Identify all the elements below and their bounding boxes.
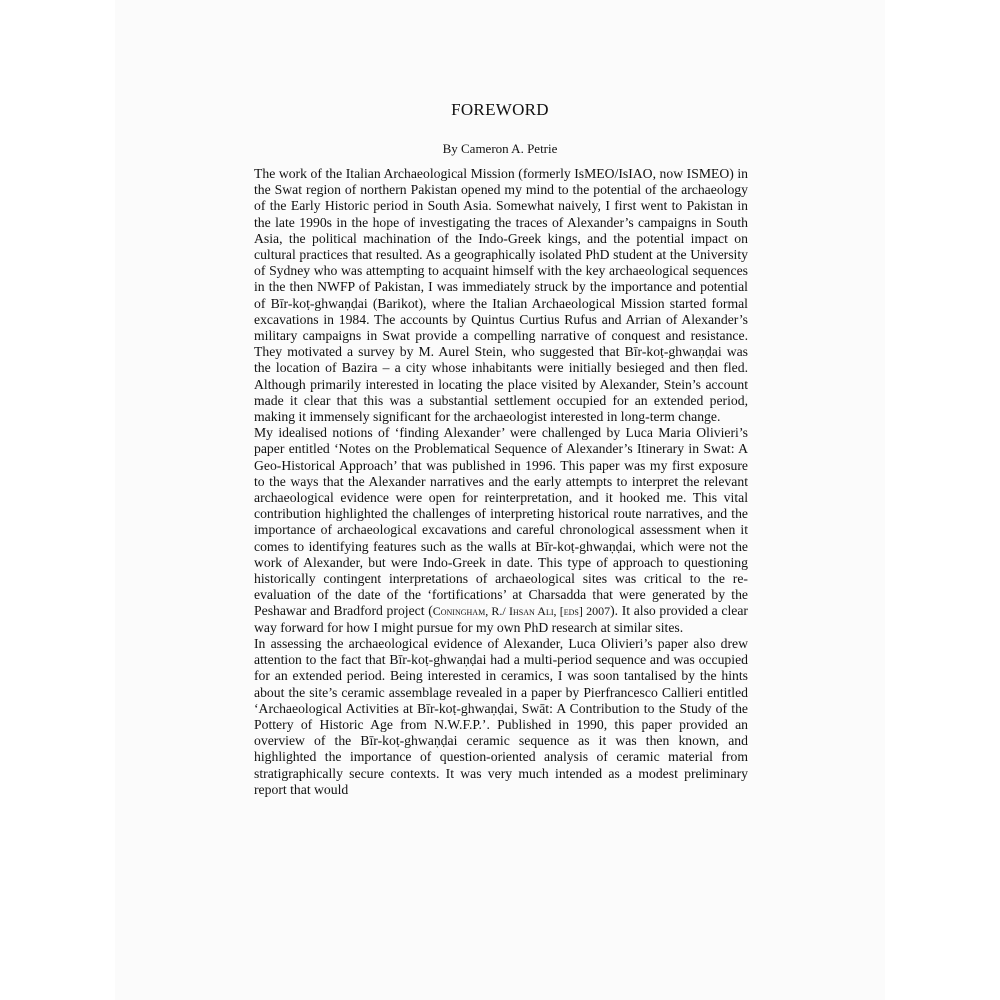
body-text — [254, 166, 748, 798]
page-title: FOREWORD — [451, 100, 549, 119]
author-byline: By Cameron A. Petrie — [442, 141, 558, 156]
document-page — [115, 0, 885, 1000]
paragraph-3: In assessing the archaeological evidence of Alexander, Luca Olivieri’s paper also drew attention to the fact that Bīr-koṭ-ghwaṇḍai had a multi-period sequence and was occupied for an extended period. Being interested in ceramics, I was soon tantalised by the hints about the site’s ceramic assemblage revealed in a paper by Pierfrancesco Callieri entitled ‘Archaeological Activities at Bīr-koṭ-ghwaṇḍai, Swāt: A Contribution to the Study of the Pottery of Historic Age from N.W.F.P.’. Published in 1990, this paper provided an overview of the Bīr-koṭ-ghwaṇḍai ceramic sequence as it was then known, and highlighted the importance of question-oriented analysis of ceramic material from stratigraphically secure contexts. It was very much intended as a modest preliminary report that would — [254, 635, 748, 797]
citation: Coningham, R./ Ihsan Ali, [eds] 2007 — [432, 604, 611, 619]
paragraph-2 — [254, 425, 748, 636]
paragraph-1: The work of the Italian Archaeological Mission (formerly IsMEO/IsIAO, now ISMEO) in the Swat region of northern Pakistan opened my mind to the potential of the archaeology of the Early Historic period in South Asia. Somewhat naively, I first went to Pakistan in the late 1990s in the hope of investigating the traces of Alexander’s campaigns in South Asia, the political machination of the Indo-Greek kings, and the potential impact on cultural practices that resulted. As a geographically isolated PhD student at the University of Sydney who was attempting to acquaint himself with the key archaeological sequences in the then NWFP of Pakistan, I was immediately struck by the importance and potential of Bīr-koṭ-ghwaṇḍai (Barikot), where the Italian Archaeological Mission started formal excavations in 1984. The accounts by Quintus Curtius Rufus and Arrian of Alexander’s military campaigns in Swat provide a compelling narrative of conquest and resistance. They motivated a survey by M. Aurel Stein, who suggested that Bīr-koṭ-ghwaṇḍai was the location of Bazira – a city whose inhabitants were initially besieged and then fled. Although primarily interested in locating the place visited by Alexander, Stein’s account made it clear that this was a substantial settlement occupied for an extended period, making it immensely significant for the archaeologist interested in long-term change. — [254, 166, 748, 425]
paragraph-2-text: My idealised notions of ‘finding Alexander’ were challenged by Luca Maria Olivieri’s paper entitled ‘Notes on the Problematical Sequence of Alexander’s Itinerary in Swat: A Geo-Historical Approach’ that was published in 1996. This paper was my first exposure to the ways that the Alexander narratives and the early attempts to interpret the relevant archaeological evidence were open for reinterpretation, and it hooked me. This vital contribution highlighted the challenges of interpreting historical route narratives, and the importance of archaeological excavations and careful chronological assessment when it comes to identifying features such as the walls at Bīr-koṭ-ghwaṇḍai, which were not the work of Alexander, but were Indo-Greek in date. This type of approach to questioning historically contingent interpretations of archaeological sites was critical to the re-evaluation of the date of the ‘fortifications’ at Charsadda that were generated by the Peshawar and Bradford project ( — [254, 425, 748, 619]
paragraph-2-text-end: ). It also provided a clear way forward for how I might pursue for my own PhD research at similar sites. — [254, 603, 748, 635]
